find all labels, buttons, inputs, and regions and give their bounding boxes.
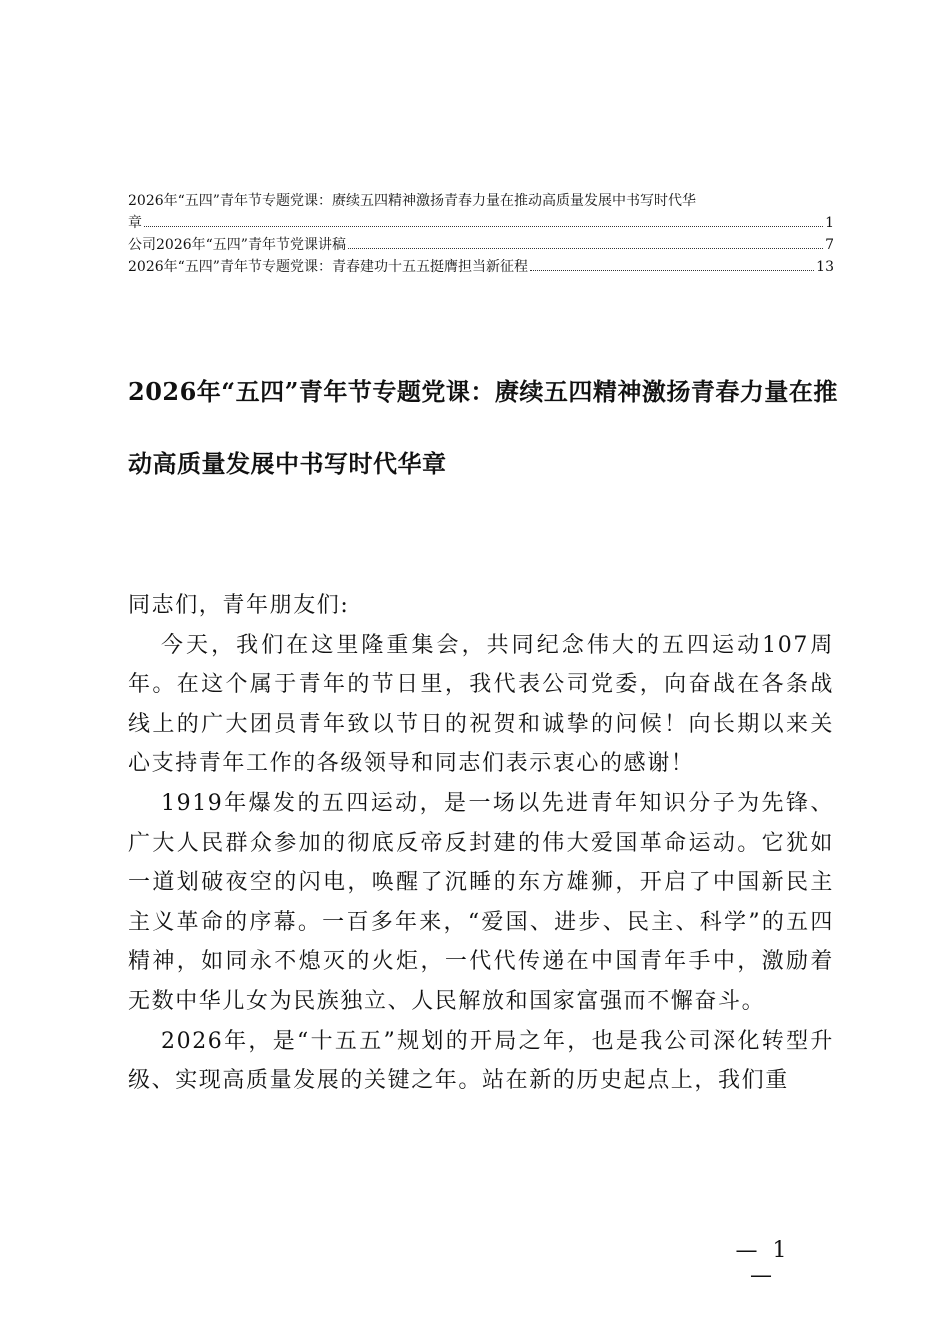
toc-leader-dots (144, 225, 823, 227)
page-number: — 1 — (735, 1238, 791, 1288)
article-title (128, 356, 838, 500)
toc-entry-3-page: 13 (816, 259, 834, 275)
toc-leader-dots (348, 247, 823, 249)
article-title-line-1: 2026年“五四”青年节专题党课：赓续五四精神激扬青春力量在推 (128, 377, 838, 406)
toc-leader-dots (530, 269, 814, 271)
toc-entry-1-title-cont: 章 (128, 215, 142, 231)
toc-entry-3[interactable] (128, 256, 834, 278)
paragraph: 今天，我们在这里隆重集会，共同纪念伟大的五四运动107周年。在这个属于青年的节日里，我代表公司党委，向奋战在各条战线上的广大团员青年致以节日的祝贺和诚挚的问候！向长期以来关心支持青年工作的各级领导和同志们表示衷心的感谢！ (128, 632, 834, 777)
greeting: 同志们，青年朋友们: (128, 593, 350, 618)
toc-entry-1-title[interactable]: 2026年“五四”青年节专题党课：赓续五四精神激扬青春力量在推动高质量发展中书写时代华 (128, 193, 696, 209)
toc-entry-1[interactable] (128, 212, 834, 234)
toc-entry-2[interactable] (128, 234, 834, 256)
toc-entry-1-page: 1 (825, 215, 834, 231)
toc-entry-2-page: 7 (825, 237, 834, 253)
toc-entry-3-title: 2026年“五四”青年节专题党课：青春建功十五五挺膺担当新征程 (128, 259, 528, 275)
toc-entry-2-title: 公司2026年“五四”青年节党课讲稿 (128, 237, 346, 253)
article-title-line-2: 动高质量发展中书写时代华章 (128, 449, 447, 478)
article-body (128, 586, 834, 1101)
paragraph: 2026年，是“十五五”规划的开局之年，也是我公司深化转型升级、实现高质量发展的关键之年。站在新的历史起点上，我们重 (128, 1028, 834, 1094)
paragraph: 1919年爆发的五四运动，是一场以先进青年知识分子为先锋、广大人民群众参加的彻底反帝反封建的伟大爱国革命运动。它犹如一道划破夜空的闪电，唤醒了沉睡的东方雄狮，开启了中国新民主主义革命的序幕。一百多年来，“爱国、进步、民主、科学”的五四精神，如同永不熄灭的火炬，一代代传递在中国青年手中，激励着无数中华儿女为民族独立、人民解放和国家富强而不懈奋斗。 (128, 790, 834, 1014)
table-of-contents (128, 190, 834, 278)
